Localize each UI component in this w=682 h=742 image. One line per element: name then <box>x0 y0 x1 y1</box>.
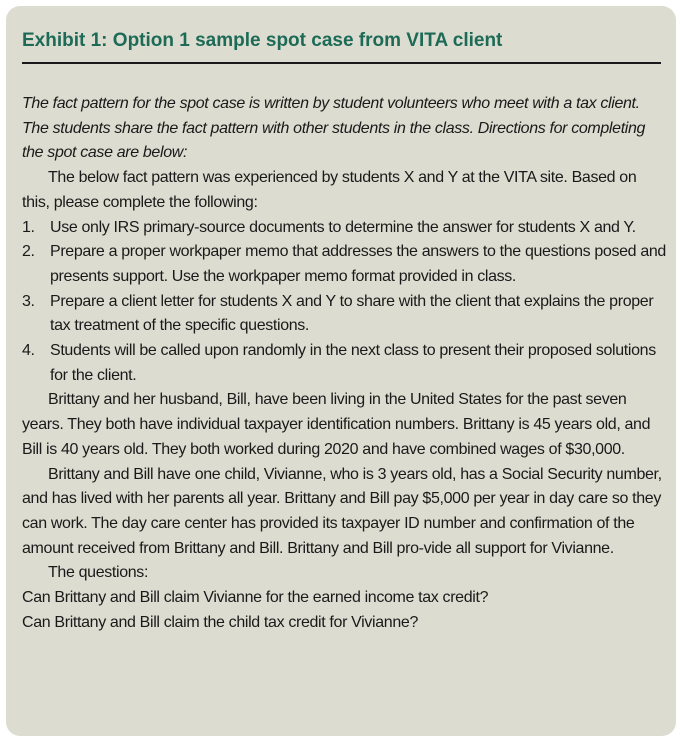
list-item-number: 2. <box>22 243 35 261</box>
title-divider <box>22 62 661 64</box>
question: Can Brittany and Bill claim the child tax credit for Vivianne? <box>22 613 418 631</box>
list-item-text: Prepare a client letter for students X and Y to share with the client that explains the proper tax treatment of the specific questions. <box>50 292 654 335</box>
list-item <box>22 290 668 339</box>
question: Can Brittany and Bill claim Vivianne for the earned income tax credit? <box>22 589 489 607</box>
list-item-text: Students will be called upon randomly in the next class to present their proposed solutions for the client. <box>50 342 656 384</box>
exhibit-panel <box>6 6 676 736</box>
fact-paragraph: Brittany and her husband, Bill, have been living in the United States for the past seven years. They both have individual taxpayer identification numbers. Brittany is 45 years old, and Bill is 40 years old. They both worked during 2020 and have combined wages of $30,000. <box>22 391 651 458</box>
exhibit-body <box>22 92 668 635</box>
questions-label: The questions: <box>48 564 149 582</box>
list-item-number: 4. <box>22 342 35 360</box>
instruction-list <box>22 216 668 389</box>
list-item-text: Use only IRS primary-source documents to determine the answer for students X and Y. <box>50 218 636 236</box>
exhibit-title: Exhibit 1: Option 1 sample spot case from VITA client <box>22 30 503 51</box>
list-item-number: 1. <box>22 218 35 236</box>
intro-paragraph: The fact pattern for the spot case is written by student volunteers who meet with a tax client. The students share the fact pattern with other students in the class. Directions for completing the spot case are below: <box>22 95 646 162</box>
list-item-text: Prepare a proper workpaper memo that addresses the answers to the questions posed and presents support. Use the workpaper memo format provided in class. <box>50 243 666 285</box>
questions-block <box>22 586 668 635</box>
list-item <box>22 240 668 289</box>
lead-paragraph: The below fact pattern was experienced by students X and Y at the VITA site. Based on this, please complete the following: <box>22 169 637 211</box>
fact-paragraph: Brittany and Bill have one child, Vivianne, who is 3 years old, has a Social Security number, and has lived with her parents all year. Brittany and Bill pay $5,000 per year in day care so they can work. The day care center has provided its taxpayer ID number and confirmation of the amount received from Brittany and Bill. Brittany and Bill pro-vide all support for Vivianne. <box>22 465 662 557</box>
list-item <box>22 216 668 241</box>
list-item <box>22 339 668 388</box>
list-item-number: 3. <box>22 292 35 310</box>
